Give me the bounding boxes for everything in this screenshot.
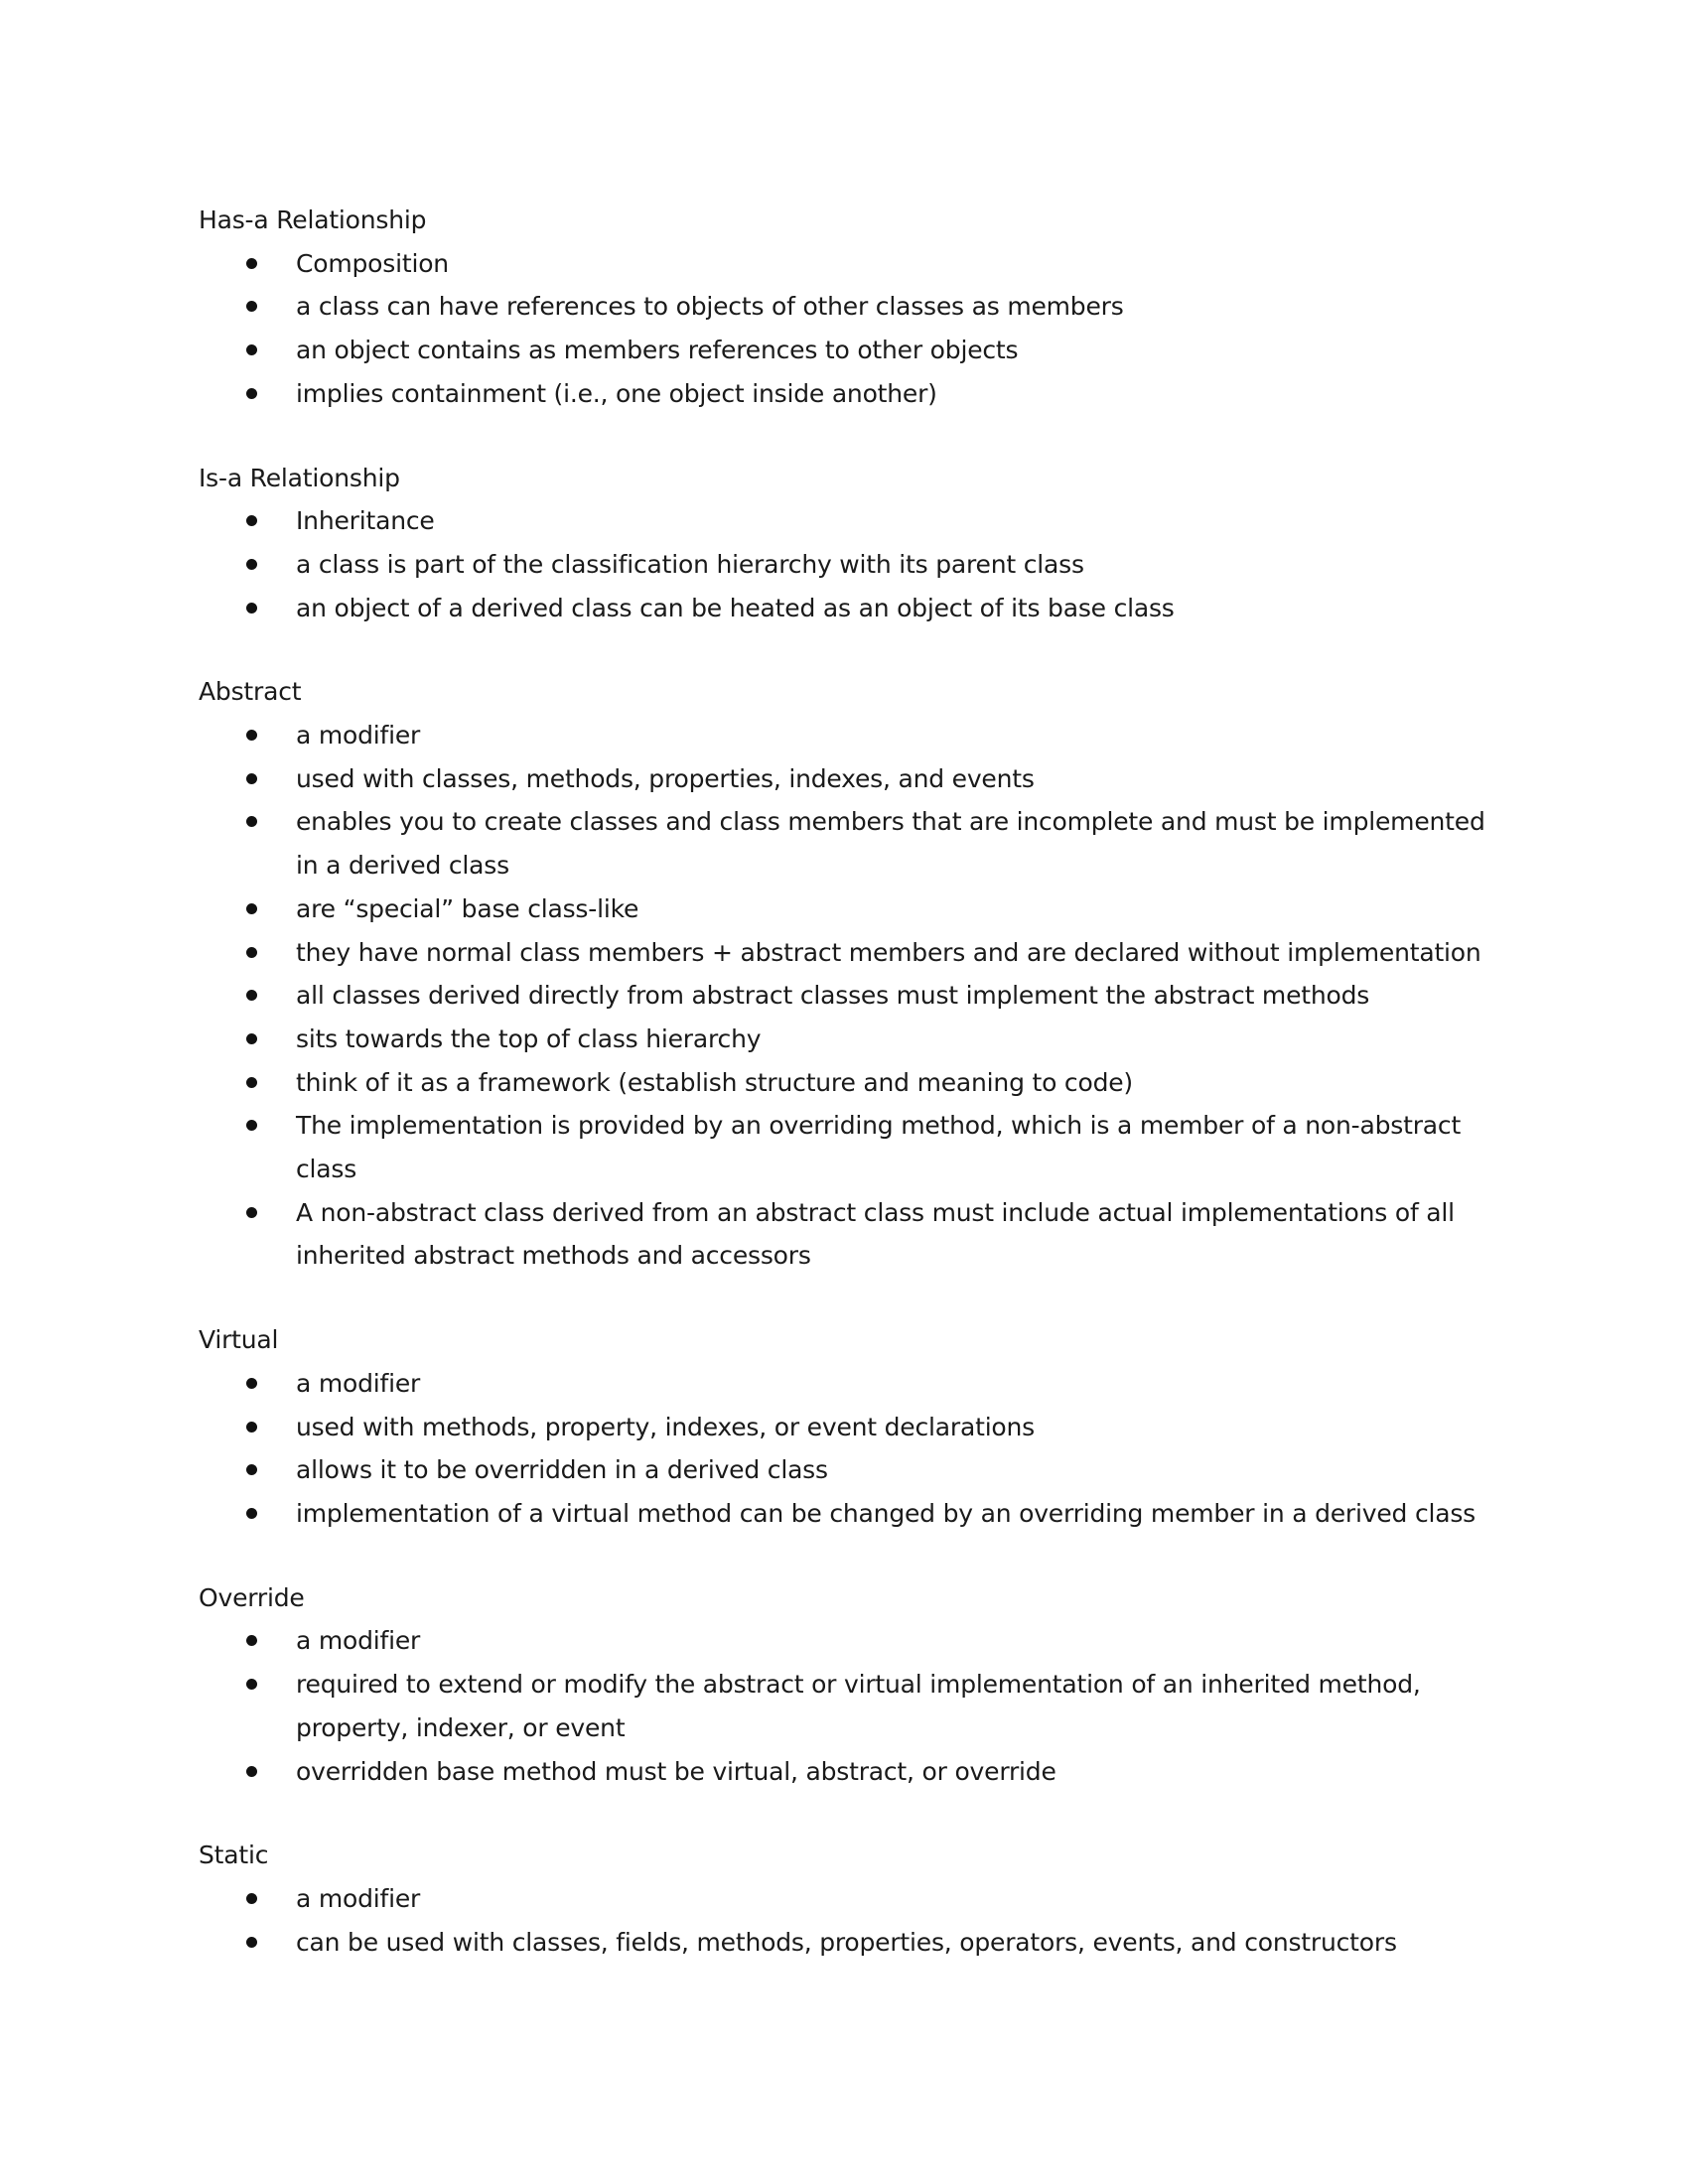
bullet-icon <box>246 559 257 570</box>
list-item <box>199 1448 1489 1492</box>
section-abstract <box>199 670 1489 1278</box>
list-item-text: are “special” base class-like <box>296 893 639 923</box>
list-item-text: a modifier <box>296 1368 421 1398</box>
bullet-icon <box>246 388 257 399</box>
list-item-text: A non-abstract class derived from an abstract class must include actual implementations of all inherited abstract methods and accessors <box>296 1197 1455 1271</box>
list-item-text: Composition <box>296 248 449 278</box>
bullet-icon <box>246 1207 257 1218</box>
list-item <box>199 285 1489 329</box>
bullet-list <box>199 1877 1489 1964</box>
list-item-text: a class is part of the classification hierarchy with its parent class <box>296 549 1084 579</box>
list-item <box>199 974 1489 1018</box>
bullet-list <box>199 1362 1489 1536</box>
list-item <box>199 1877 1489 1921</box>
list-item-text: an object contains as members references to other objects <box>296 336 1019 365</box>
bullet-icon <box>246 903 257 914</box>
list-item-text: implies containment (i.e., one object inside another) <box>296 378 937 408</box>
bullet-icon <box>246 1508 257 1519</box>
bullet-icon <box>246 990 257 1001</box>
section-title: Has-a Relationship <box>199 205 427 234</box>
bullet-icon <box>246 1120 257 1131</box>
section-title: Virtual <box>199 1325 279 1355</box>
section-title: Abstract <box>199 677 302 707</box>
list-item <box>199 242 1489 286</box>
list-item <box>199 1750 1489 1794</box>
bullet-icon <box>246 258 257 269</box>
list-item-text: they have normal class members + abstract members and are declared without implementation <box>296 937 1481 967</box>
bullet-icon <box>246 773 257 784</box>
list-item <box>199 887 1489 931</box>
section-virtual <box>199 1318 1489 1536</box>
list-item-text: a modifier <box>296 721 421 751</box>
list-item <box>199 800 1489 887</box>
list-item-text: enables you to create classes and class members that are incomplete and must be implemented in a derived class <box>296 807 1485 881</box>
list-item-text: a modifier <box>296 1883 421 1913</box>
list-item <box>199 499 1489 543</box>
list-item <box>199 1663 1489 1749</box>
bullet-icon <box>246 730 257 741</box>
list-item <box>199 1492 1489 1536</box>
list-item-text: Inheritance <box>296 506 435 536</box>
list-item <box>199 372 1489 416</box>
list-item-text: used with classes, methods, properties, indexes, and events <box>296 763 1035 793</box>
list-item <box>199 1061 1489 1105</box>
list-item <box>199 714 1489 757</box>
list-item <box>199 329 1489 372</box>
section-has-a-relationship <box>199 199 1489 416</box>
list-item <box>199 1104 1489 1190</box>
bullet-icon <box>246 1635 257 1646</box>
bullet-list <box>199 242 1489 416</box>
bullet-list <box>199 714 1489 1278</box>
list-item <box>199 1191 1489 1278</box>
bullet-icon <box>246 1422 257 1433</box>
list-item <box>199 587 1489 630</box>
bullet-icon <box>246 1077 257 1088</box>
list-item-text: required to extend or modify the abstract or virtual implementation of an inherited method, property, indexer, or event <box>296 1670 1421 1742</box>
list-item-text: all classes derived directly from abstract classes must implement the abstract methods <box>296 981 1370 1011</box>
bullet-icon <box>246 603 257 614</box>
section-override <box>199 1576 1489 1794</box>
section-static <box>199 1834 1489 1964</box>
bullet-icon <box>246 1378 257 1389</box>
bullet-icon <box>246 1766 257 1777</box>
list-item <box>199 757 1489 801</box>
section-title: Static <box>199 1841 269 1870</box>
list-item-text: overridden base method must be virtual, abstract, or override <box>296 1756 1056 1786</box>
list-item <box>199 1921 1489 1965</box>
document-content <box>199 199 1489 2004</box>
list-item <box>199 931 1489 975</box>
bullet-icon <box>246 1464 257 1475</box>
section-title: Is-a Relationship <box>199 463 400 492</box>
bullet-icon <box>246 1937 257 1948</box>
list-item <box>199 1619 1489 1663</box>
list-item-text: The implementation is provided by an overriding method, which is a member of a non-abstract class <box>296 1111 1462 1184</box>
bullet-list <box>199 499 1489 629</box>
list-item <box>199 543 1489 587</box>
bullet-icon <box>246 1033 257 1044</box>
list-item-text: can be used with classes, fields, methods, properties, operators, events, and constructors <box>296 1927 1397 1957</box>
bullet-icon <box>246 344 257 355</box>
bullet-list <box>199 1619 1489 1793</box>
list-item <box>199 1018 1489 1061</box>
list-item-text: a class can have references to objects of other classes as members <box>296 292 1124 322</box>
list-item-text: implementation of a virtual method can be changed by an overriding member in a derived class <box>296 1498 1477 1528</box>
list-item-text: allows it to be overridden in a derived class <box>296 1455 828 1485</box>
list-item-text: used with methods, property, indexes, or event declarations <box>296 1412 1035 1441</box>
list-item-text: think of it as a framework (establish structure and meaning to code) <box>296 1067 1133 1097</box>
bullet-icon <box>246 1893 257 1904</box>
list-item <box>199 1406 1489 1449</box>
section-title: Override <box>199 1582 305 1612</box>
list-item <box>199 1362 1489 1406</box>
bullet-icon <box>246 1679 257 1690</box>
section-is-a-relationship <box>199 457 1489 630</box>
bullet-icon <box>246 816 257 827</box>
list-item-text: sits towards the top of class hierarchy <box>296 1024 762 1053</box>
list-item-text: a modifier <box>296 1626 421 1656</box>
list-item-text: an object of a derived class can be heated as an object of its base class <box>296 593 1175 622</box>
bullet-icon <box>246 947 257 958</box>
bullet-icon <box>246 515 257 526</box>
bullet-icon <box>246 301 257 312</box>
